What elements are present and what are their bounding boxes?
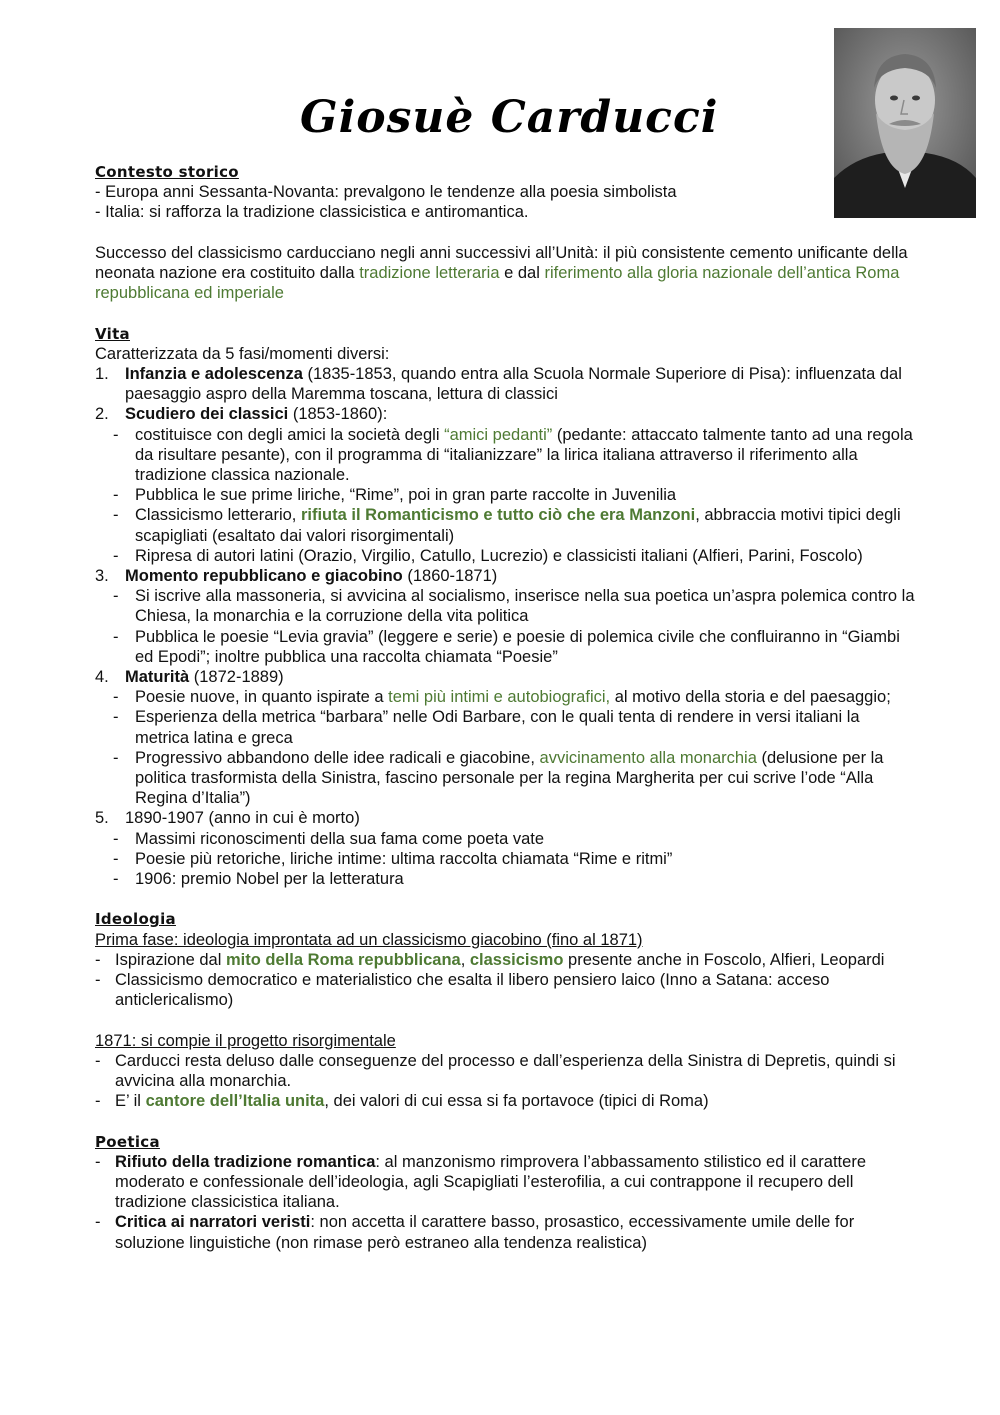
bullet-item: - Esperienza della metrica “barbara” nelle Odi Barbare, con le quali tenta di rendere in versi italiani la metrica latina e greca [113, 708, 860, 747]
bullet-item: - Si iscrive alla massoneria, si avvicina al socialismo, inserisce nella sua poetica un’aspra polemica contro la Chiesa, la monarchia e la corruzione della vita politica [113, 587, 915, 626]
list-item: 5. 1890-1907 (anno in cui è morto) [95, 809, 360, 828]
bullet-item: - Ripresa di autori latini (Orazio, Virgilio, Catullo, Lucrezio) e classicisti italiani (Alfieri, Parini, Foscolo) [113, 546, 863, 565]
list-item: 4. Maturità (1872-1889) [95, 668, 284, 687]
bullet-item: - Critica ai narratori veristi: non accetta il carattere basso, prosastico, eccessivamente umile delle for soluzione linguistiche (non rimase però estraneo alla tendenza realistica) [95, 1213, 855, 1252]
bullet-item: - costituisce con degli amici la società degli “amici pedanti” (pedante: attaccato talmente tanto ad una regola da risultare pesante), con il programma di “italianizzare” la lirica italiana attraverso il riferimento alla tradizione classica nazionale. [113, 425, 913, 485]
document-body [95, 162, 915, 1253]
bullet-item: - Classicismo letterario, rifiuta il Romanticismo e tutto ciò che era Manzoni, abbraccia motivi tipici degli scapigliati (esaltato dai valori risorgimentali) [113, 506, 901, 545]
section-heading-ideologia: Ideologia [95, 910, 176, 929]
bullet-item: - Rifiuto della tradizione romantica: al manzonismo rimprovera l’abbassamento stilistico ed il carattere moderato e confessionale dell’ideologia, agli Scapigliati l’esterofilia, a cui contrappone il recupero dell tradizione classicistica italiana. [95, 1152, 866, 1212]
bullet-item: - Pubblica le sue prime liriche, “Rime”, poi in gran parte raccolte in Juvenilia [113, 486, 677, 505]
bullet-item: - Carducci resta deluso dalle conseguenze del processo e dall’esperienza della Sinistra di Depretis, quindi si avvicina alla monarchia. [95, 1051, 896, 1091]
section-heading-vita: Vita [95, 324, 130, 343]
subheading: 1871: si compie il progetto risorgimentale [95, 1031, 396, 1050]
list-item: 2. Scudiero dei classici (1853-1860): [95, 405, 388, 424]
section-heading-contesto: Contesto storico [95, 163, 239, 181]
bullet-item: - Ispirazione dal mito della Roma repubblicana, classicismo presente anche in Foscolo, Alfieri, Leopardi [95, 950, 885, 969]
bullet-item: - Poesie nuove, in quanto ispirate a temi più intimi e autobiografici, al motivo della storia e del paesaggio; [113, 688, 891, 707]
bullet-item: - Poesie più retoriche, liriche intime: ultima raccolta chiamata “Rime e ritmi” [113, 849, 673, 868]
text-line: Caratterizzata da 5 fasi/momenti diversi: [95, 344, 390, 363]
list-item: 3. Momento repubblicano e giacobino (1860-1871) [95, 567, 498, 586]
bullet-item: - Classicismo democratico e materialistico che esalta il libero pensiero laico (Inno a Satana: acceso anticlericalismo) [95, 971, 830, 1010]
section-heading-poetica: Poetica [95, 1132, 160, 1151]
text-line: - Europa anni Sessanta-Novanta: prevalgono le tendenze alla poesia simbolista [95, 183, 677, 202]
subheading: Prima fase: ideologia improntata ad un classicismo giacobino (fino al 1871) [95, 930, 643, 949]
paragraph-successo: Successo del classicismo carducciano negli anni successivi all’Unità: il più consistente cemento unificante della neonata nazione era costituito dalla tradizione letteraria e dal riferimento alla gloria nazionale dell’antica Roma repubblicana ed imperiale [95, 243, 908, 303]
list-item: 1. Infanzia e adolescenza (1835-1853, quando entra alla Scuola Normale Superiore di Pisa): influenzata dal paesaggio aspro della Maremma toscana, lettura di classici [95, 365, 902, 404]
bullet-item: - Massimi riconoscimenti della sua fama come poeta vate [113, 829, 545, 848]
bullet-item: - Pubblica le poesie “Levia gravia” (leggere e serie) e poesie di polemica civile che confluiranno in “Giambi ed Epodi”; inoltre pubblica una raccolta chiamata “Poesie” [113, 627, 900, 666]
bullet-item: - 1906: premio Nobel per la letteratura [113, 870, 404, 889]
bullet-item: - Progressivo abbandono delle idee radicali e giacobine, avvicinamento alla monarchia (delusione per la politica trasformista della Sinistra, fascino personale per la regina Margherita per cui scrive l’ode “Alla Regina d’Italia”) [113, 748, 884, 808]
text-line: - Italia: si rafforza la tradizione classicistica e antiromantica. [95, 203, 529, 222]
bullet-item: - E’ il cantore dell’Italia unita, dei valori di cui essa si fa portavoce (tipici di Roma) [95, 1092, 709, 1111]
page-title: Giosuè Carducci [300, 92, 719, 143]
